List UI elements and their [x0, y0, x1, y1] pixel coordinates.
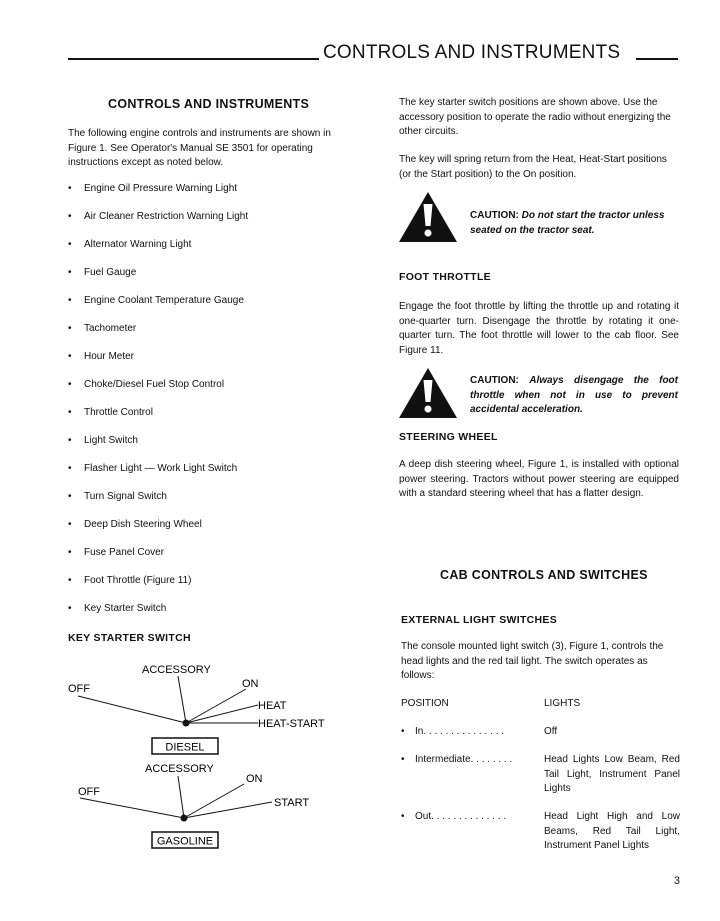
table-cell-position: Out. . . . . . . . . . . . . . [415, 811, 507, 822]
bullet-icon: • [68, 463, 72, 474]
bullet-icon: • [68, 603, 72, 614]
table-cell-lights: Head Lights Low Beam, Red Tail Light, Instrument Panel Lights [544, 754, 680, 794]
external-light-switches-title: EXTERNAL LIGHT SWITCHES [401, 614, 558, 626]
bullet-icon: • [68, 183, 72, 194]
caution-seat-label: CAUTION: [470, 210, 519, 221]
list-item-label: Choke/Diesel Fuel Stop Control [84, 379, 225, 390]
external-light-paragraph: The console mounted light switch (3), Figure 1, controls the head lights and the red tail light. The switch operates as follows: [401, 641, 664, 681]
list-item [68, 603, 166, 614]
table-cell-lights: Head Light High and Low Beams, Red Tail Light, Instrument Panel Lights [544, 811, 680, 851]
bullet-icon: • [68, 295, 72, 306]
caution-seat [470, 209, 680, 238]
list-item-label: Fuse Panel Cover [84, 547, 165, 558]
foot-throttle-title: FOOT THROTTLE [399, 271, 491, 283]
list-item-label: Deep Dish Steering Wheel [84, 519, 202, 530]
list-item-label: Air Cleaner Restriction Warning Light [84, 211, 249, 222]
cab-controls-title: CAB CONTROLS AND SWITCHES [440, 568, 648, 582]
list-item [68, 407, 153, 418]
diesel-key-diagram [60, 655, 350, 760]
gasoline-label: GASOLINE [156, 835, 214, 848]
caution-seat-text: Do not start the tractor unless seated on the tractor seat. [470, 210, 665, 236]
diesel-off-label: OFF [68, 683, 90, 695]
list-item [68, 267, 136, 278]
steering-wheel-title: STEERING WHEEL [399, 431, 498, 443]
bullet-icon: • [68, 491, 72, 502]
list-item [68, 519, 202, 530]
list-item [68, 547, 164, 558]
diesel-heat-start-label: HEAT-START [258, 718, 325, 730]
left-section-title: CONTROLS AND INSTRUMENTS [108, 97, 310, 111]
bullet-icon: • [68, 547, 72, 558]
warning-triangle-icon [397, 190, 459, 244]
list-item-label: Light Switch [84, 435, 138, 446]
bullet-icon: • [401, 754, 405, 765]
bullet-icon: • [401, 811, 405, 822]
list-item-label: Key Starter Switch [84, 603, 167, 614]
key-switch-title: KEY STARTER SWITCH [68, 632, 191, 644]
diesel-label: DIESEL [165, 741, 205, 754]
list-item [68, 351, 134, 362]
list-item [68, 435, 138, 446]
list-item [68, 211, 248, 222]
list-item-label: Alternator Warning Light [84, 239, 192, 250]
spring-return-paragraph: The key will spring return from the Heat, Heat-Start positions (or the Start position) to the On position. [399, 154, 667, 180]
bullet-icon: • [68, 351, 72, 362]
bullet-icon: • [68, 575, 72, 586]
list-item [68, 379, 224, 390]
gasoline-key-diagram [60, 758, 350, 858]
page-number: 3 [673, 875, 680, 887]
bullet-icon: • [68, 267, 72, 278]
bullet-icon: • [68, 239, 72, 250]
list-item-label: Flasher Light — Work Light Switch [84, 463, 238, 474]
bullet-icon: • [68, 379, 72, 390]
list-item-label: Tachometer [84, 323, 137, 334]
gasoline-on-label: ON [246, 773, 263, 785]
steering-wheel-paragraph: A deep dish steering wheel, Figure 1, is installed with optional power steering. Tractors without power steering are equipped with a standard steering wheel that has a flatter design. [399, 459, 679, 499]
foot-throttle-paragraph: Engage the foot throttle by lifting the throttle up and rotating it one-quarter turn. Disengage the throttle by rotating it one-quarter turn. The foot throttle will lower to the cab floor. See Figure 11. [399, 301, 679, 356]
table-cell-lights: Off [544, 726, 558, 737]
list-item [68, 463, 237, 474]
list-item-label: Hour Meter [84, 351, 135, 362]
list-item [68, 239, 191, 250]
page-header-title: CONTROLS AND INSTRUMENTS [323, 42, 621, 63]
list-item [68, 491, 167, 502]
caution-throttle-text: Always disengage the foot throttle when not in use to prevent accidental acceleration. [470, 375, 678, 415]
table-cell-position: Intermediate. . . . . . . . [415, 754, 513, 765]
intro-paragraph: The following engine controls and instruments are shown in Figure 1. See Operator's Manual SE 3501 for operating instructions except as noted below. [68, 128, 331, 168]
position-column-header: POSITION [401, 698, 449, 709]
list-item [68, 323, 136, 334]
list-item-label: Engine Coolant Temperature Gauge [84, 295, 244, 306]
list-item-label: Turn Signal Switch [84, 491, 167, 502]
bullet-icon: • [68, 435, 72, 446]
lights-column-header: LIGHTS [544, 698, 581, 709]
diesel-heat-label: HEAT [258, 700, 287, 712]
bullet-icon: • [68, 211, 72, 222]
list-item-label: Foot Throttle (Figure 11) [84, 575, 192, 586]
diesel-accessory-label: ACCESSORY [142, 664, 211, 676]
list-item [68, 295, 244, 306]
gasoline-accessory-label: ACCESSORY [145, 763, 214, 775]
header-rule-left [68, 58, 319, 60]
diesel-on-label: ON [242, 678, 259, 690]
warning-triangle-icon [397, 366, 459, 420]
list-item-label: Fuel Gauge [84, 267, 137, 278]
bullet-icon: • [68, 407, 72, 418]
caution-throttle-label: CAUTION: [470, 375, 519, 386]
bullet-icon: • [401, 726, 405, 737]
list-item-label: Engine Oil Pressure Warning Light [84, 183, 238, 194]
table-cell-position: In. . . . . . . . . . . . . . . [415, 726, 504, 737]
gasoline-off-label: OFF [78, 786, 100, 798]
bullet-icon: • [68, 519, 72, 530]
bullet-icon: • [68, 323, 72, 334]
list-item-label: Throttle Control [84, 407, 153, 418]
header-rule-right [636, 58, 678, 60]
caution-throttle [470, 374, 678, 418]
list-item [68, 183, 237, 194]
key-switch-paragraph: The key starter switch positions are shown above. Use the accessory position to operate the radio without energizing the other circuits. [399, 97, 671, 137]
list-item [68, 575, 191, 586]
gasoline-start-label: START [274, 797, 310, 809]
